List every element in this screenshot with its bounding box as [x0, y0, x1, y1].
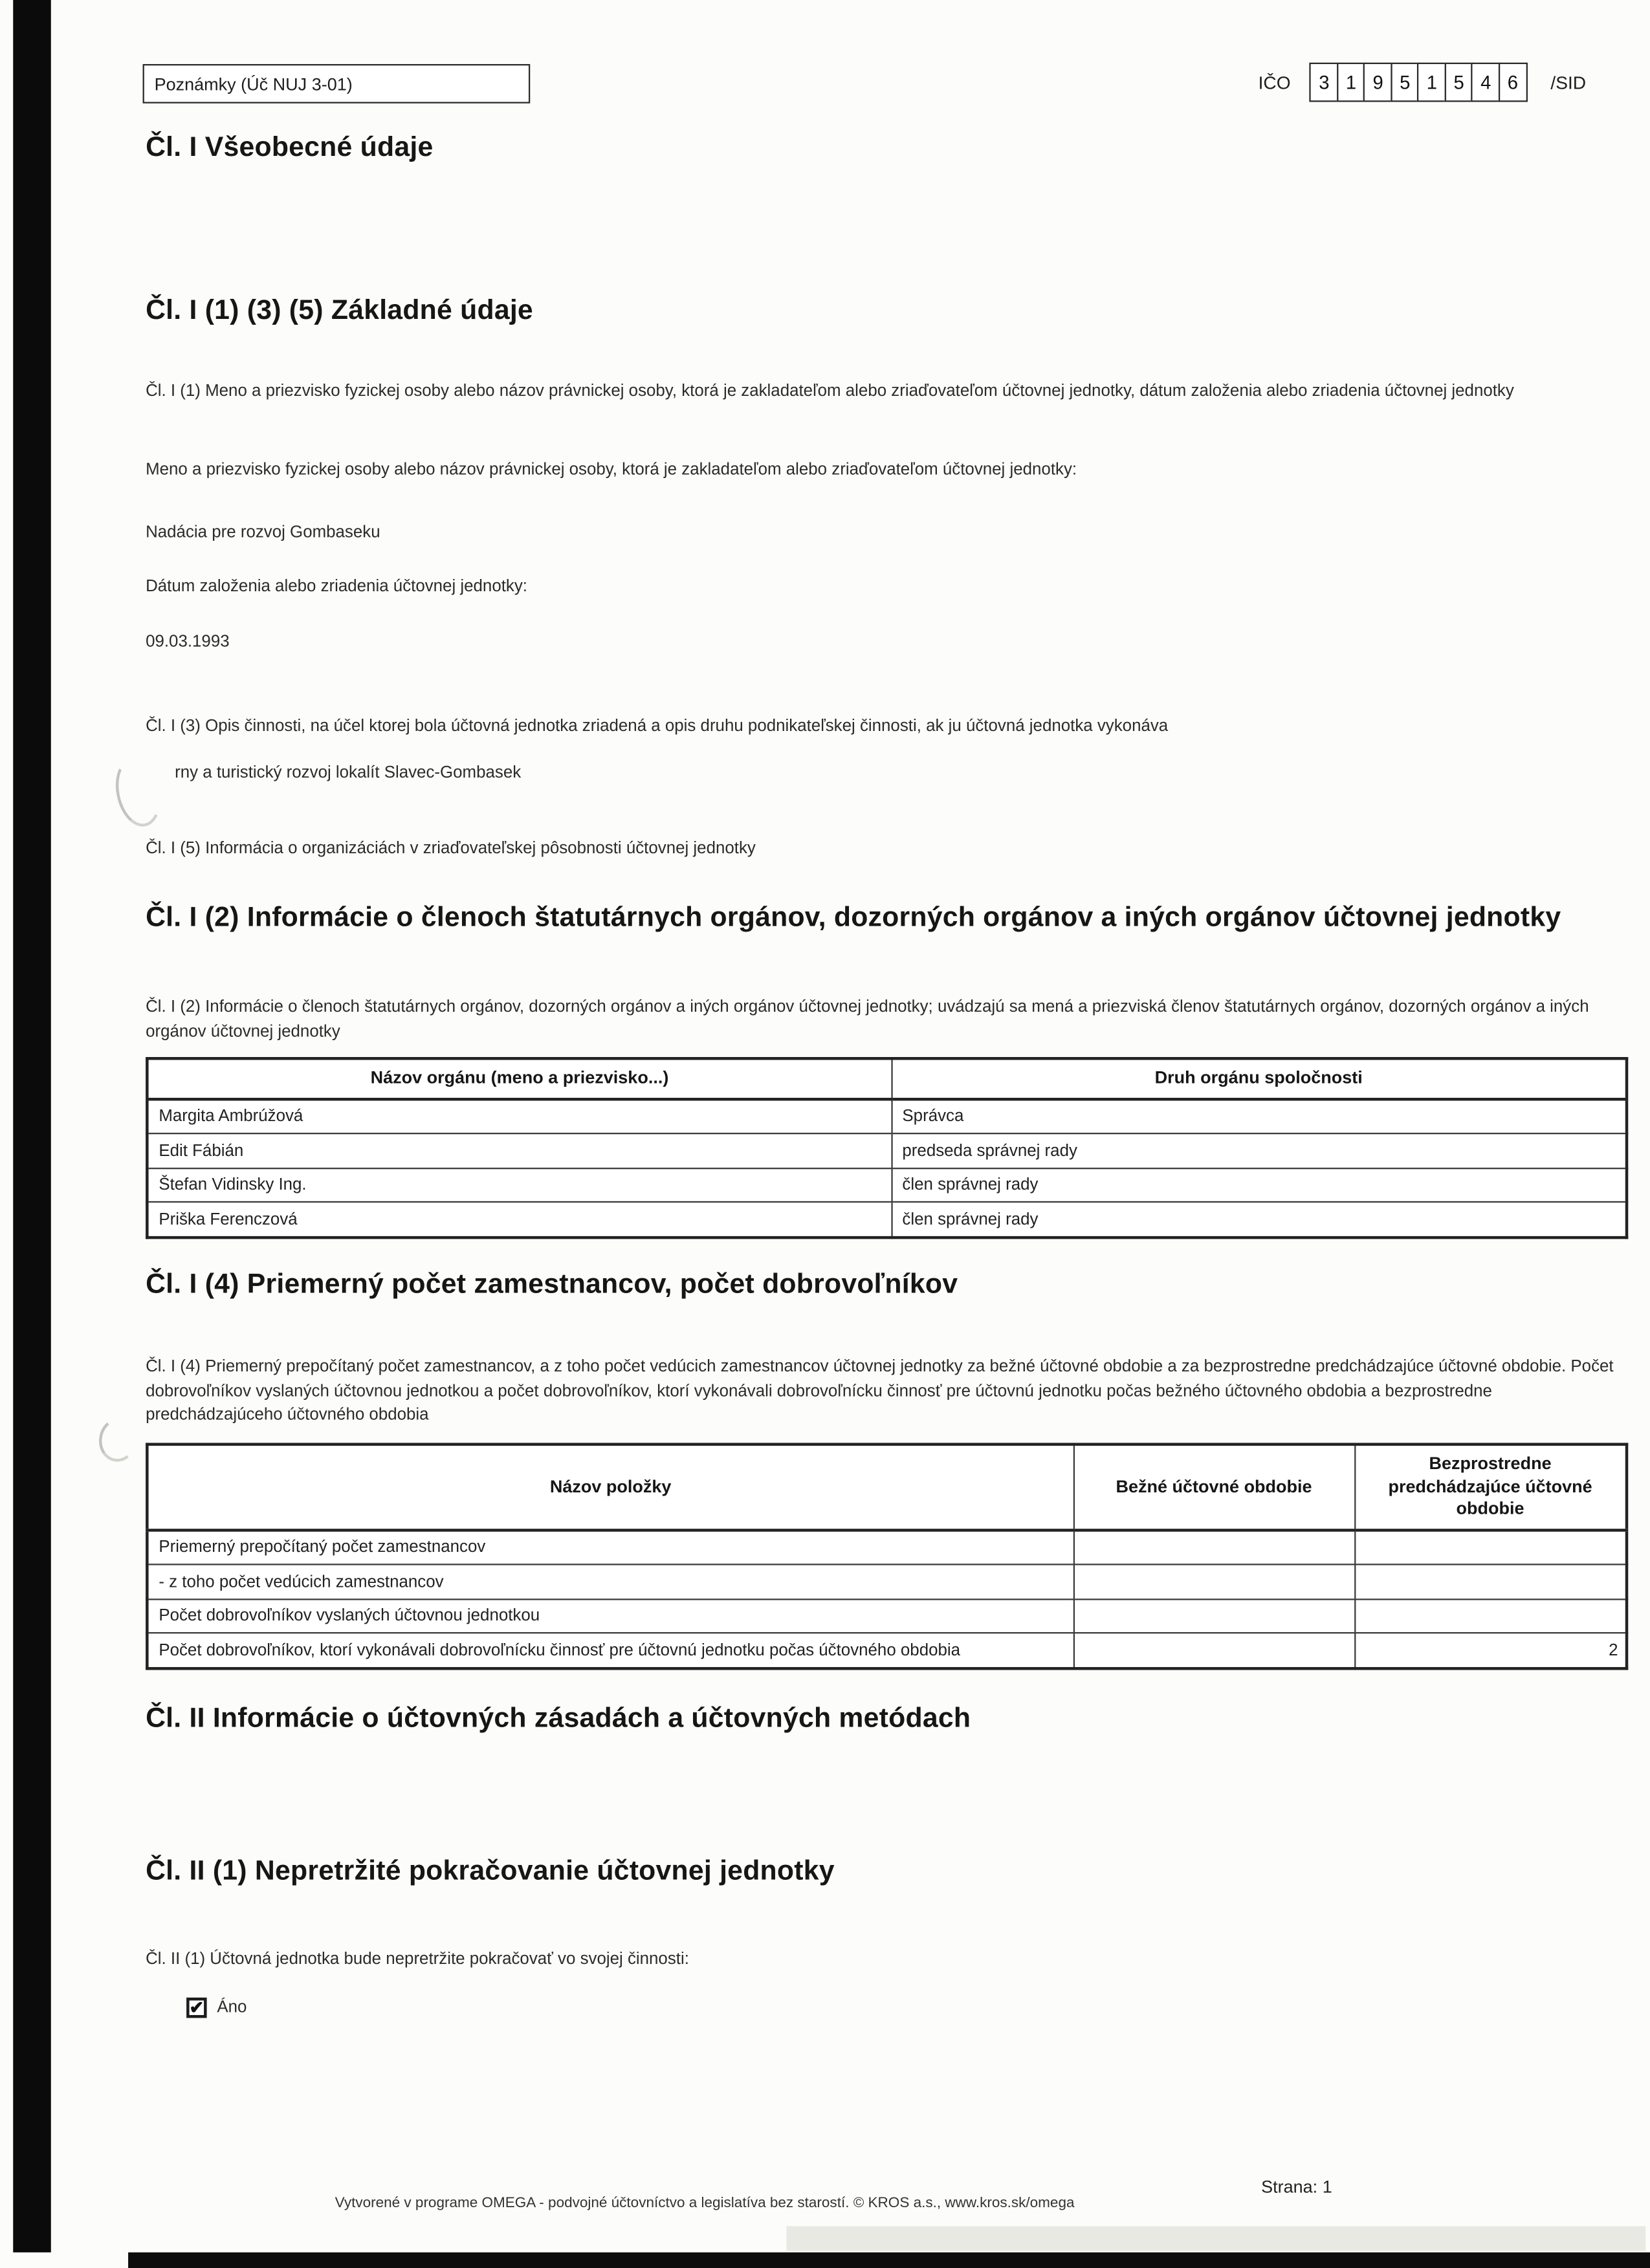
- organ-name-cell: Štefan Vidinsky Ing.: [147, 1168, 891, 1203]
- members-intro-text: Čl. I (2) Informácie o členoch štatutárnych orgánov, dozorných orgánov a iných orgánov účtovnej jednotky; uvádzajú sa mená a priezviská členov štatutárnych orgánov, dozorných orgánov a iných orgánov účtovnej jednotky: [146, 998, 1589, 1041]
- activity-label: Čl. I (3) Opis činnosti, na účel ktorej bola účtovná jednotka zriadená a opis druhu podnikateľskej činnosti, ak ju účtovná jednotka vykonáva: [146, 717, 1169, 735]
- current-value-cell: [1073, 1633, 1354, 1668]
- page-number: Strana: 1: [1261, 2176, 1332, 2197]
- table-row: [147, 1565, 1627, 1599]
- ano-checkbox[interactable]: [186, 1998, 207, 2018]
- continuity-answer-row: [186, 1998, 1628, 2018]
- current-value-cell: [1073, 1530, 1354, 1565]
- heading-accounting-methods: Čl. II Informácie o účtovných zásadách a účtovných metódach: [146, 1703, 971, 1734]
- item-label-cell: - z toho počet vedúcich zamestnancov: [147, 1565, 1073, 1599]
- continuity-intro-text: Čl. II (1) Účtovná jednotka bude nepretržite pokračovať vo svojej činnosti:: [146, 1951, 689, 1969]
- organ-role-cell: člen správnej rady: [892, 1168, 1627, 1203]
- table-row: [147, 1168, 1627, 1203]
- previous-value-cell: [1354, 1599, 1627, 1633]
- heading-employees: Čl. I (4) Priemerný počet zamestnancov, počet dobrovoľníkov: [146, 1269, 958, 1300]
- heading-members: Čl. I (2) Informácie o členoch štatutárnych orgánov, dozorných orgánov a iných orgánov účtovnej jednotky: [146, 902, 1561, 933]
- item-label-cell: Počet dobrovoľníkov, ktorí vykonávali dobrovoľnícku činnosť pre účtovnú jednotku počas účtovného obdobia: [147, 1633, 1073, 1668]
- employees-intro-text: Čl. I (4) Priemerný prepočítaný počet zamestnancov, a z toho počet vedúcich zamestnancov účtovnej jednotky za bežné účtovné obdobie a za bezprostredne predchádzajúce účtovné obdobie. Počet dobrovoľníkov vyslaných účtovnou jednotkou a počet dobrovoľníkov, ktorí vykonávali dobrovoľnícku činnosť pre účtovnú jednotku počas bežného účtovného obdobia a bezprostredne predchádzajúceho účtovného obdobia: [146, 1358, 1614, 1424]
- employees-col-current-header: Bežné účtovné obdobie: [1073, 1445, 1354, 1530]
- heading-general: Čl. I Všeobecné údaje: [146, 132, 434, 164]
- ano-checkbox-label: Áno: [217, 1998, 247, 2016]
- ico-digit: 4: [1471, 63, 1501, 102]
- heading-basic-data: Čl. I (1) (3) (5) Základné údaje: [146, 296, 533, 327]
- org-info-label: Čl. I (5) Informácia o organizáciách v zriaďovateľskej pôsobnosti účtovnej jednotky: [146, 840, 756, 858]
- current-value-cell: [1073, 1599, 1354, 1633]
- previous-value-cell: [1354, 1530, 1627, 1565]
- founder-value: Nadácia pre rozvoj Gombaseku: [146, 523, 380, 541]
- organs-table: [146, 1058, 1628, 1239]
- check-icon: ✔: [189, 1997, 204, 2018]
- organ-name-cell: Priška Ferenczová: [147, 1203, 891, 1238]
- footer-credit: Vytvorené v programe OMEGA - podvojné účtovníctvo a legislatíva bez starostí. © KROS a.s., www.kros.sk/omega: [335, 2196, 1075, 2212]
- form-title: Poznámky (Úč NUJ 3-01): [154, 73, 353, 94]
- ico-label: IČO: [1258, 72, 1291, 93]
- organ-name-cell: Edit Fábián: [147, 1134, 891, 1168]
- scan-noise: [786, 2226, 1645, 2251]
- employees-table-header-row: [147, 1445, 1627, 1530]
- table-row: [147, 1203, 1627, 1238]
- employees-table: [146, 1443, 1628, 1670]
- ico-digit: 9: [1363, 63, 1392, 102]
- organs-table-header-row: [147, 1059, 1627, 1099]
- table-row: [147, 1099, 1627, 1134]
- table-row: [147, 1633, 1627, 1668]
- organ-role-cell: člen správnej rady: [892, 1203, 1627, 1238]
- previous-value-cell: 2: [1354, 1633, 1627, 1668]
- organ-role-cell: predseda správnej rady: [892, 1134, 1627, 1168]
- founder-label: Meno a priezvisko fyzickej osoby alebo názov právnickej osoby, ktorá je zakladateľom alebo zriaďovateľom účtovnej jednotky:: [146, 461, 1077, 479]
- ico-digit: 3: [1310, 63, 1339, 102]
- heading-continuity: Čl. II (1) Nepretržité pokračovanie účtovnej jednotky: [146, 1856, 835, 1887]
- table-row: [147, 1134, 1627, 1168]
- ico-digit: 5: [1391, 63, 1420, 102]
- founding-date-value: 09.03.1993: [146, 633, 230, 651]
- current-value-cell: [1073, 1565, 1354, 1599]
- sid-label: /SID: [1550, 72, 1587, 93]
- ico-digit: 5: [1444, 63, 1473, 102]
- organs-col-type-header: Druh orgánu spoločnosti: [892, 1059, 1627, 1099]
- activity-value: rny a turistický rozvoj lokalít Slavec-Gombasek: [175, 765, 522, 783]
- organs-col-name-header: Názov orgánu (meno a priezvisko...): [147, 1059, 891, 1099]
- item-label-cell: Počet dobrovoľníkov vyslaných účtovnou jednotkou: [147, 1599, 1073, 1633]
- ico-digit: 1: [1337, 63, 1366, 102]
- employees-col-item-header: Názov položky: [147, 1445, 1073, 1530]
- table-row: [147, 1599, 1627, 1633]
- scan-edge-left: [13, 0, 51, 2252]
- ico-digit: 6: [1498, 63, 1527, 102]
- employees-col-previous-header: Bezprostredne predchádzajúce účtovné obdobie: [1354, 1445, 1627, 1530]
- ico-digit: 1: [1417, 63, 1446, 102]
- table-row: [147, 1530, 1627, 1565]
- item-label-cell: Priemerný prepočítaný počet zamestnancov: [147, 1530, 1073, 1565]
- organ-role-cell: Správca: [892, 1099, 1627, 1134]
- scan-edge-bottom: [128, 2252, 1650, 2268]
- founding-date-label: Dátum založenia alebo zriadenia účtovnej jednotky:: [146, 578, 527, 596]
- previous-value-cell: [1354, 1565, 1627, 1599]
- basic-intro-text: Čl. I (1) Meno a priezvisko fyzickej osoby alebo názov právnickej osoby, ktorá je zakladateľom alebo zriaďovateľom účtovnej jednotky, dátum založenia alebo zriadenia účtovnej jednotky: [146, 383, 1514, 401]
- organ-name-cell: Margita Ambrúžová: [147, 1099, 891, 1134]
- scan-artifact: [96, 1415, 140, 1464]
